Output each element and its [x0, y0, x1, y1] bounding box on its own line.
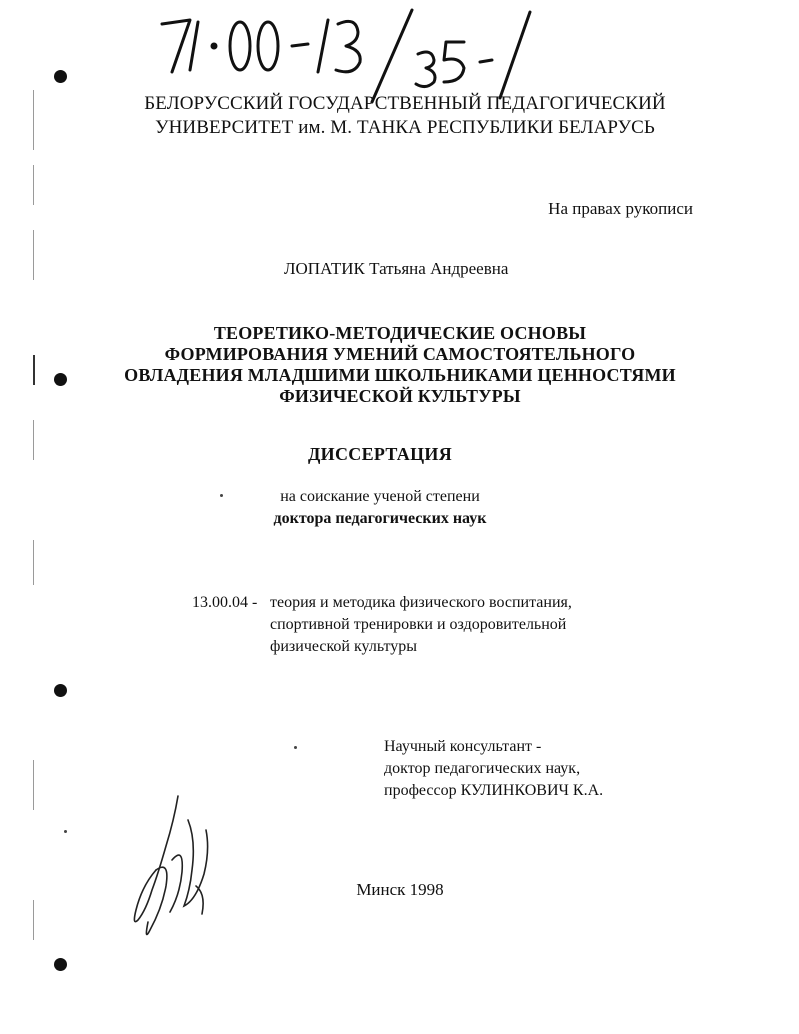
margin-line-6	[33, 540, 34, 585]
handwritten-number-text: 71·00-13/35-1	[150, 2, 156, 3]
manuscript-rights-note: На правах рукописи	[548, 199, 693, 218]
speck-2	[294, 746, 297, 749]
degree-line-1: на соискание ученой степени	[280, 488, 480, 505]
handwritten-signature	[126, 790, 216, 950]
specialty-line-1: теория и методика физического воспитания,	[270, 594, 572, 611]
title-line-1: ТЕОРЕТИКО-МЕТОДИЧЕСКИЕ ОСНОВЫ	[213, 323, 587, 343]
specialty-line-3: физической культуры	[270, 638, 418, 655]
punch-hole-4	[54, 958, 67, 971]
speck-1	[220, 494, 223, 497]
university-line-1: БЕЛОРУССКИЙ ГОСУДАРСТВЕННЫЙ ПЕДАГОГИЧЕСКИЙ	[144, 93, 666, 114]
punch-hole-3	[54, 684, 67, 697]
document-type: ДИССЕРТАЦИЯ	[307, 444, 452, 464]
university-name	[120, 92, 690, 140]
advisor-line-1: Научный консультант -	[384, 738, 542, 755]
margin-line-1	[33, 90, 34, 150]
margin-line-7	[33, 760, 34, 810]
speck-3	[64, 830, 67, 833]
punch-hole-2	[54, 373, 67, 386]
title-line-2: ФОРМИРОВАНИЯ УМЕНИЙ САМОСТОЯТЕЛЬНОГО	[164, 344, 636, 364]
dissertation-title	[120, 323, 680, 407]
specialty-block	[192, 592, 572, 658]
title-line-3: ОВЛАДЕНИЯ МЛАДШИМИ ШКОЛЬНИКАМИ ЦЕННОСТЯМИ	[124, 365, 676, 385]
margin-line-2	[33, 165, 34, 205]
specialty-line-2: спортивной тренировки и оздоровительной	[270, 616, 567, 633]
margin-line-5	[33, 420, 34, 460]
advisor-line-2: доктор педагогических наук,	[384, 760, 581, 777]
specialty-description	[270, 592, 572, 658]
margin-line-8	[33, 900, 34, 940]
author-name: ЛОПАТИК Татьяна Андреевна	[284, 259, 509, 278]
punch-hole-1	[54, 70, 67, 83]
advisor-line-3: профессор КУЛИНКОВИЧ К.А.	[384, 782, 604, 799]
degree-line-2: доктора педагогических наук	[273, 510, 487, 527]
specialty-code: 13.00.04 -	[192, 594, 258, 611]
scientific-advisor	[384, 736, 603, 802]
city-and-year: Минск 1998	[356, 880, 444, 899]
university-line-2: УНИВЕРСИТЕТ им. М. ТАНКА РЕСПУБЛИКИ БЕЛАРУСЬ	[155, 117, 655, 138]
title-line-4: ФИЗИЧЕСКОЙ КУЛЬТУРЫ	[279, 386, 521, 406]
margin-line-3	[33, 230, 34, 280]
degree-statement	[0, 486, 760, 530]
margin-line-4	[33, 355, 35, 385]
